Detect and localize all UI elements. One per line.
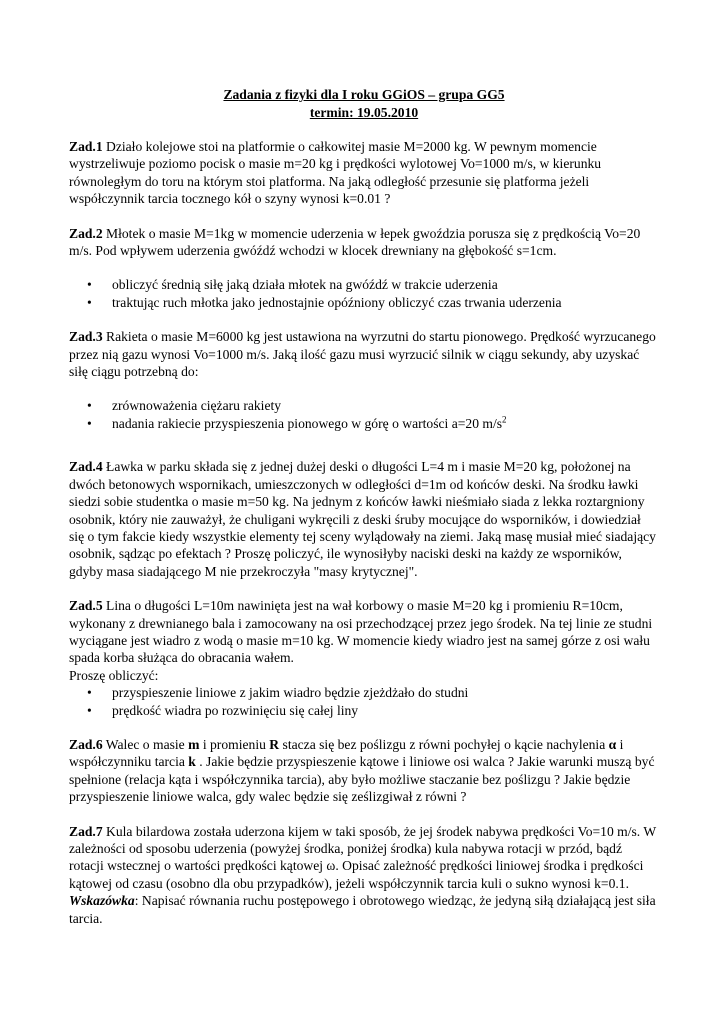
task-3-bullet-1 <box>69 397 659 414</box>
task-2-label: Zad.2 <box>69 225 103 241</box>
task-6-label: Zad.6 <box>69 736 103 752</box>
task-4 <box>69 458 659 580</box>
task-6-text-1: Walec o masie <box>102 736 189 752</box>
task-5-prompt: Proszę obliczyć: <box>69 667 159 683</box>
bullet-icon: • <box>87 685 92 701</box>
task-7-text-2: : Napisać równania ruchu postępowego i obrotowego wiedząc, że jedyną siłą działającą jest siła tarcia. <box>69 893 656 926</box>
task-4-text: Ławka w parku składa się z jednej dużej deski o długości L=4 m i masie M=20 kg, położonej na dwóch betonowych wspornikach, umieszczonych w odległości d=1m od końców deski. Na środku ławki siedzi sobie studentka o masie m=50 kg. Na jednym z końców ławki nieśmiało siada z lekka roztargniony osobnik, który nie zauważył, że chuligani wykręcili z deski śruby mocujące do wsporników, i dowiedział się o tym fakcie kiedy wszystkie elementy tej sceny wylądowały na ziemi. Jaką masę musiał mieć siadający osobnik, sądząc po efektach ? Proszę policzyć, ile wynosiłyby naciski deski na każdy ze wsporników, gdyby masa siadającego M nie przekroczyła "masy krytycznej". <box>69 459 656 579</box>
task-2-bullet-1 <box>69 276 659 293</box>
task-6-text-5: . Jakie będzie przyspieszenie kątowe i liniowe osi walca ? Jakie warunki muszą być spełnione (relacja kąta i współczynnika tarcia), aby było możliwe staczanie bez poślizgu ? Jakie będzie przyspieszenie liniowe walca, gdy walec będzie się ześlizgiwał z równi ? <box>69 754 655 805</box>
task-2 <box>69 225 659 260</box>
task-7-label: Zad.7 <box>69 823 103 839</box>
bullet-text: traktując ruch młotka jako jednostajnie opóźniony obliczyć czas trwania uderzenia <box>112 294 562 310</box>
bullet-text: obliczyć średnią siłę jaką działa młotek na gwóźdź w trakcie uderzenia <box>112 277 498 293</box>
task-6 <box>69 736 659 806</box>
task-6-text-2: i promieniu <box>199 736 270 752</box>
task-2-bullet-list <box>69 276 659 311</box>
task-6-text-3: stacza się bez poślizgu z równi pochyłej o kącie nachylenia <box>279 736 609 752</box>
task-3 <box>69 328 659 380</box>
hint-label: Wskazówka <box>69 893 135 909</box>
task-1 <box>69 138 659 208</box>
document-header <box>69 86 659 122</box>
task-5 <box>69 597 659 667</box>
bullet-text: nadania rakiecie przyspieszenia pionowego w górę o wartości a=20 m/s <box>112 415 503 431</box>
exponent: 2 <box>502 414 507 425</box>
task-1-label: Zad.1 <box>69 139 103 154</box>
document-date: termin: 19.05.2010 <box>309 105 419 120</box>
radius-symbol: R <box>269 736 280 752</box>
task-3-text: Rakieta o masie M=6000 kg jest ustawiona na wyrzutni do startu pionowego. Prędkość wyrzucanego przez nią gazu wynosi Vo=1000 m/s. Jaką ilość gazu musi wyrzucić silnik w ciągu sekundy, aby uzyskać siłę ciągu potrzebną do: <box>69 329 656 380</box>
task-3-bullet-2 <box>69 415 659 432</box>
bullet-text: zrównoważenia ciężaru rakiety <box>112 398 282 414</box>
task-5-bullet-list <box>69 684 659 719</box>
task-2-text: Młotek o masie M=1kg w momencie uderzenia w łepek gwoździa porusza się z prędkością Vo=20 m/s. Pod wpływem uderzenia gwóźdź wchodzi w klocek drewniany na głębokość s=1cm. <box>69 225 641 259</box>
bullet-text: przyspieszenie liniowe z jakim wiadro będzie zjeżdżało do studni <box>112 685 469 701</box>
task-3-bullet-list <box>69 397 659 432</box>
bullet-icon: • <box>87 415 92 431</box>
bullet-icon: • <box>87 398 92 414</box>
mass-symbol: m <box>188 736 200 752</box>
document-title: Zadania z fizyki dla I roku GGiOS – grupa GG5 <box>223 87 505 102</box>
task-2-bullet-2 <box>69 294 659 311</box>
alpha-symbol: α <box>608 736 617 752</box>
task-5-bullet-1 <box>69 684 659 701</box>
task-5-text: Lina o długości L=10m nawinięta jest na wał korbowy o masie M=20 kg i promieniu R=10cm, wykonany z drewnianego bala i zamocowany na osi przechodzącej przez jego środek. Na tej linie ze studni wyciągane jest wiadro z wodą o masie m=10 kg. W momencie kiedy wiadro jest na samej górze z osi wału spada korba służąca do obracania wałem. <box>69 598 653 666</box>
bullet-icon: • <box>87 277 92 293</box>
document-page <box>69 86 659 944</box>
task-6-text-4: i współczynniku tarcia <box>69 736 624 770</box>
task-5-label: Zad.5 <box>69 598 103 614</box>
task-5-bullet-2 <box>69 702 659 719</box>
task-7-text-1: Kula bilardowa została uderzona kijem w taki sposób, że jej środek nabywa prędkości Vo=10 m/s. W zależności od sposobu uderzenia (powyżej środka, poniżej środka) kula nabywa rotacji w przód, bądź rotacji wstecznej o wartości prędkości kątowej ω. Opisać zależność prędkości liniowej środka i prędkości kątowej od czasu (osobno dla obu przypadków), jeżeli współczynnik tarcia kuli o sukno wynosi k=0.1. <box>69 823 656 891</box>
friction-symbol: k <box>188 754 196 770</box>
task-1-text: Działo kolejowe stoi na platformie o całkowitej masie M=2000 kg. W pewnym momencie wystrzeliwuje poziomo pocisk o masie m=20 kg i prędkości wylotowej Vo=1000 m/s, w kierunku równoległym do toru na którym stoi platforma. Na jaką odległość przesunie się platforma jeżeli współczynnik tarcia tocznego kół o szyny wynosi k=0.01 ? <box>69 139 602 207</box>
bullet-icon: • <box>87 294 92 310</box>
bullet-icon: • <box>87 702 92 718</box>
task-4-label: Zad.4 <box>69 459 103 475</box>
task-7 <box>69 823 659 927</box>
task-3-label: Zad.3 <box>69 329 103 345</box>
bullet-text: prędkość wiadra po rozwinięciu się całej liny <box>112 702 359 718</box>
